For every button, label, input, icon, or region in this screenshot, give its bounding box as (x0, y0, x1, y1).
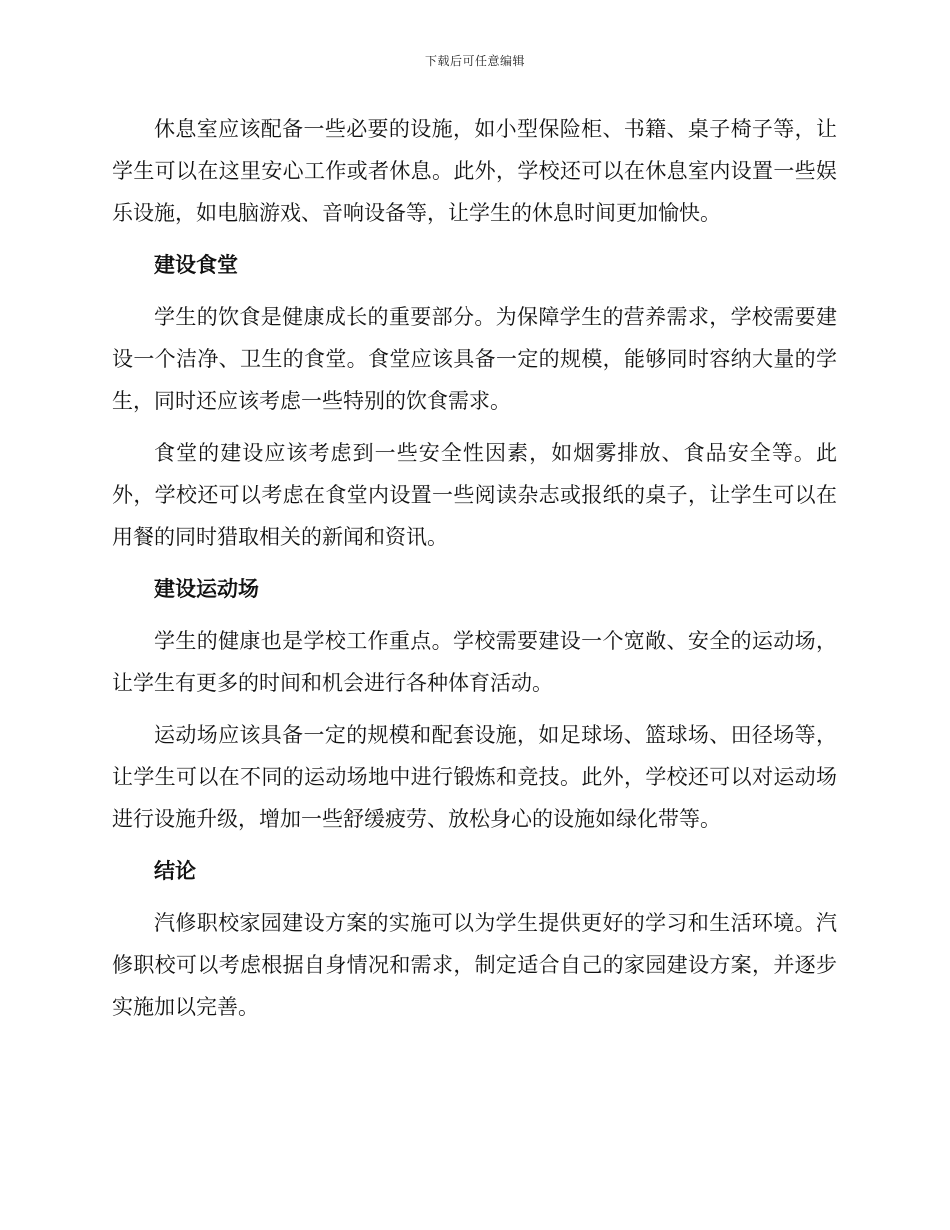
paragraph-sports-1: 学生的健康也是学校工作重点。学校需要建设一个宽敞、安全的运动场，让学生有更多的时间和机会进行各种体育活动。 (112, 629, 837, 695)
paragraph-sports-2: 运动场应该具备一定的规模和配套设施，如足球场、篮球场、田径场等，让学生可以在不同的运动场地中进行锻炼和竞技。此外，学校还可以对运动场进行设施升级，增加一些舒缓疲劳、放松身心的设施如绿化带等。 (112, 723, 837, 831)
document-body (112, 108, 837, 1038)
heading-sports-field: 建设运动场 (154, 577, 259, 601)
heading-canteen: 建设食堂 (154, 253, 238, 277)
paragraph-canteen-2: 食堂的建设应该考虑到一些安全性因素，如烟雾排放、食品安全等。此外，学校还可以考虑在食堂内设置一些阅读杂志或报纸的桌子，让学生可以在用餐的同时猎取相关的新闻和资讯。 (112, 441, 837, 549)
paragraph-conclusion: 汽修职校家园建设方案的实施可以为学生提供更好的学习和生活环境。汽修职校可以考虑根据自身情况和需求，制定适合自己的家园建设方案，并逐步实施加以完善。 (112, 911, 837, 1019)
heading-conclusion: 结论 (154, 859, 196, 883)
paragraph-canteen-1: 学生的饮食是健康成长的重要部分。为保障学生的营养需求，学校需要建设一个洁净、卫生的食堂。食堂应该具备一定的规模，能够同时容纳大量的学生，同时还应该考虑一些特别的饮食需求。 (112, 305, 837, 413)
page-header: 下载后可任意编辑 (424, 54, 525, 68)
paragraph-lounge-facilities: 休息室应该配备一些必要的设施，如小型保险柜、书籍、桌子椅子等，让学生可以在这里安心工作或者休息。此外，学校还可以在休息室内设置一些娱乐设施，如电脑游戏、音响设备等，让学生的休息时间更加愉快。 (112, 117, 837, 225)
